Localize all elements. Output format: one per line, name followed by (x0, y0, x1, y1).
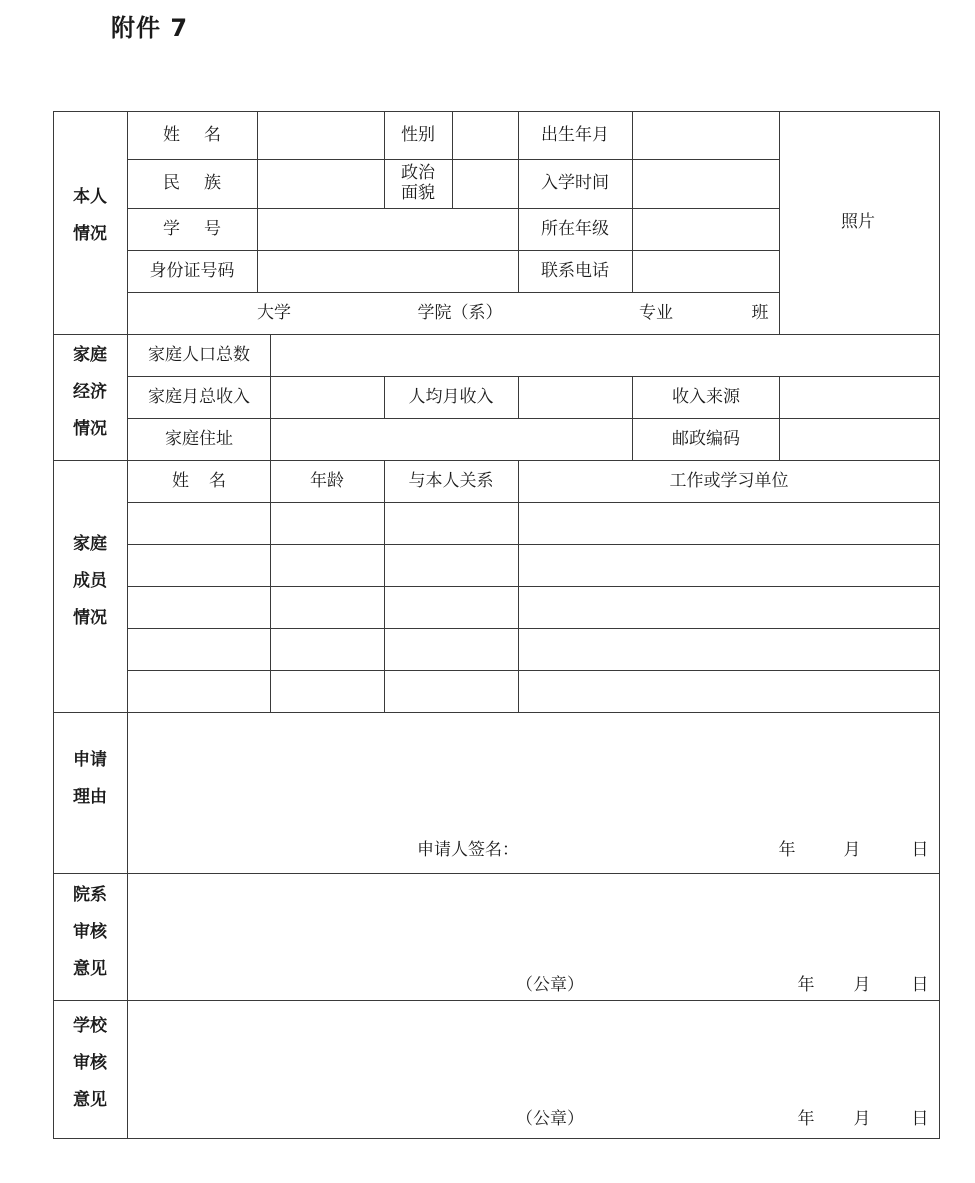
school-month-label: 月 (853, 1109, 871, 1129)
section-label-personal: 本人 情况 (73, 187, 107, 244)
income-source-label: 收入来源 (672, 387, 740, 407)
school-year-label: 年 (797, 1109, 815, 1129)
section-label-members: 家庭 成员 情况 (73, 534, 107, 628)
enrollment-date-label: 入学时间 (541, 173, 609, 193)
member-col-relation: 与本人关系 (408, 471, 494, 491)
section-label-economy: 家庭 经济 情况 (73, 345, 107, 439)
college-label: 学院（系） (417, 303, 503, 323)
household-size-label: 家庭人口总数 (148, 345, 250, 365)
college-month-label: 月 (853, 975, 871, 995)
student-id-label: 学号 (163, 219, 245, 239)
college-day-label: 日 (911, 975, 929, 995)
grade-label: 所在年级 (541, 219, 609, 239)
per-capita-income-label: 人均月收入 (408, 387, 494, 407)
reason-month-label: 月 (843, 840, 861, 860)
attachment-title: 附件 7 (111, 14, 189, 42)
member-col-workplace: 工作或学习单位 (669, 471, 789, 491)
member-col-name: 姓名 (172, 471, 246, 491)
ethnicity-label: 民族 (163, 173, 245, 193)
political-status-label: 政治 面貌 (401, 163, 435, 203)
college-year-label: 年 (797, 975, 815, 995)
class-label: 班 (751, 303, 769, 323)
reason-year-label: 年 (778, 840, 796, 860)
section-label-reason: 申请 理由 (73, 750, 107, 807)
university-label: 大学 (257, 303, 291, 323)
home-address-label: 家庭住址 (165, 429, 233, 449)
id-card-label: 身份证号码 (149, 261, 235, 281)
school-day-label: 日 (911, 1109, 929, 1129)
birth-date-label: 出生年月 (541, 125, 609, 145)
name-label: 姓名 (163, 125, 245, 145)
member-col-age: 年龄 (310, 471, 344, 491)
school-seal-label: （公章） (516, 1109, 584, 1129)
applicant-signature-label: 申请人签名： (417, 840, 519, 860)
monthly-income-label: 家庭月总收入 (148, 387, 250, 407)
section-label-college-review: 院系 审核 意见 (73, 885, 107, 979)
postcode-label: 邮政编码 (672, 429, 740, 449)
photo-placeholder-label: 照片 (841, 212, 875, 232)
reason-day-label: 日 (911, 840, 929, 860)
phone-label: 联系电话 (541, 261, 609, 281)
gender-label: 性别 (401, 125, 435, 145)
section-label-school-review: 学校 审核 意见 (73, 1016, 107, 1110)
major-label: 专业 (639, 303, 673, 323)
college-seal-label: （公章） (516, 975, 584, 995)
